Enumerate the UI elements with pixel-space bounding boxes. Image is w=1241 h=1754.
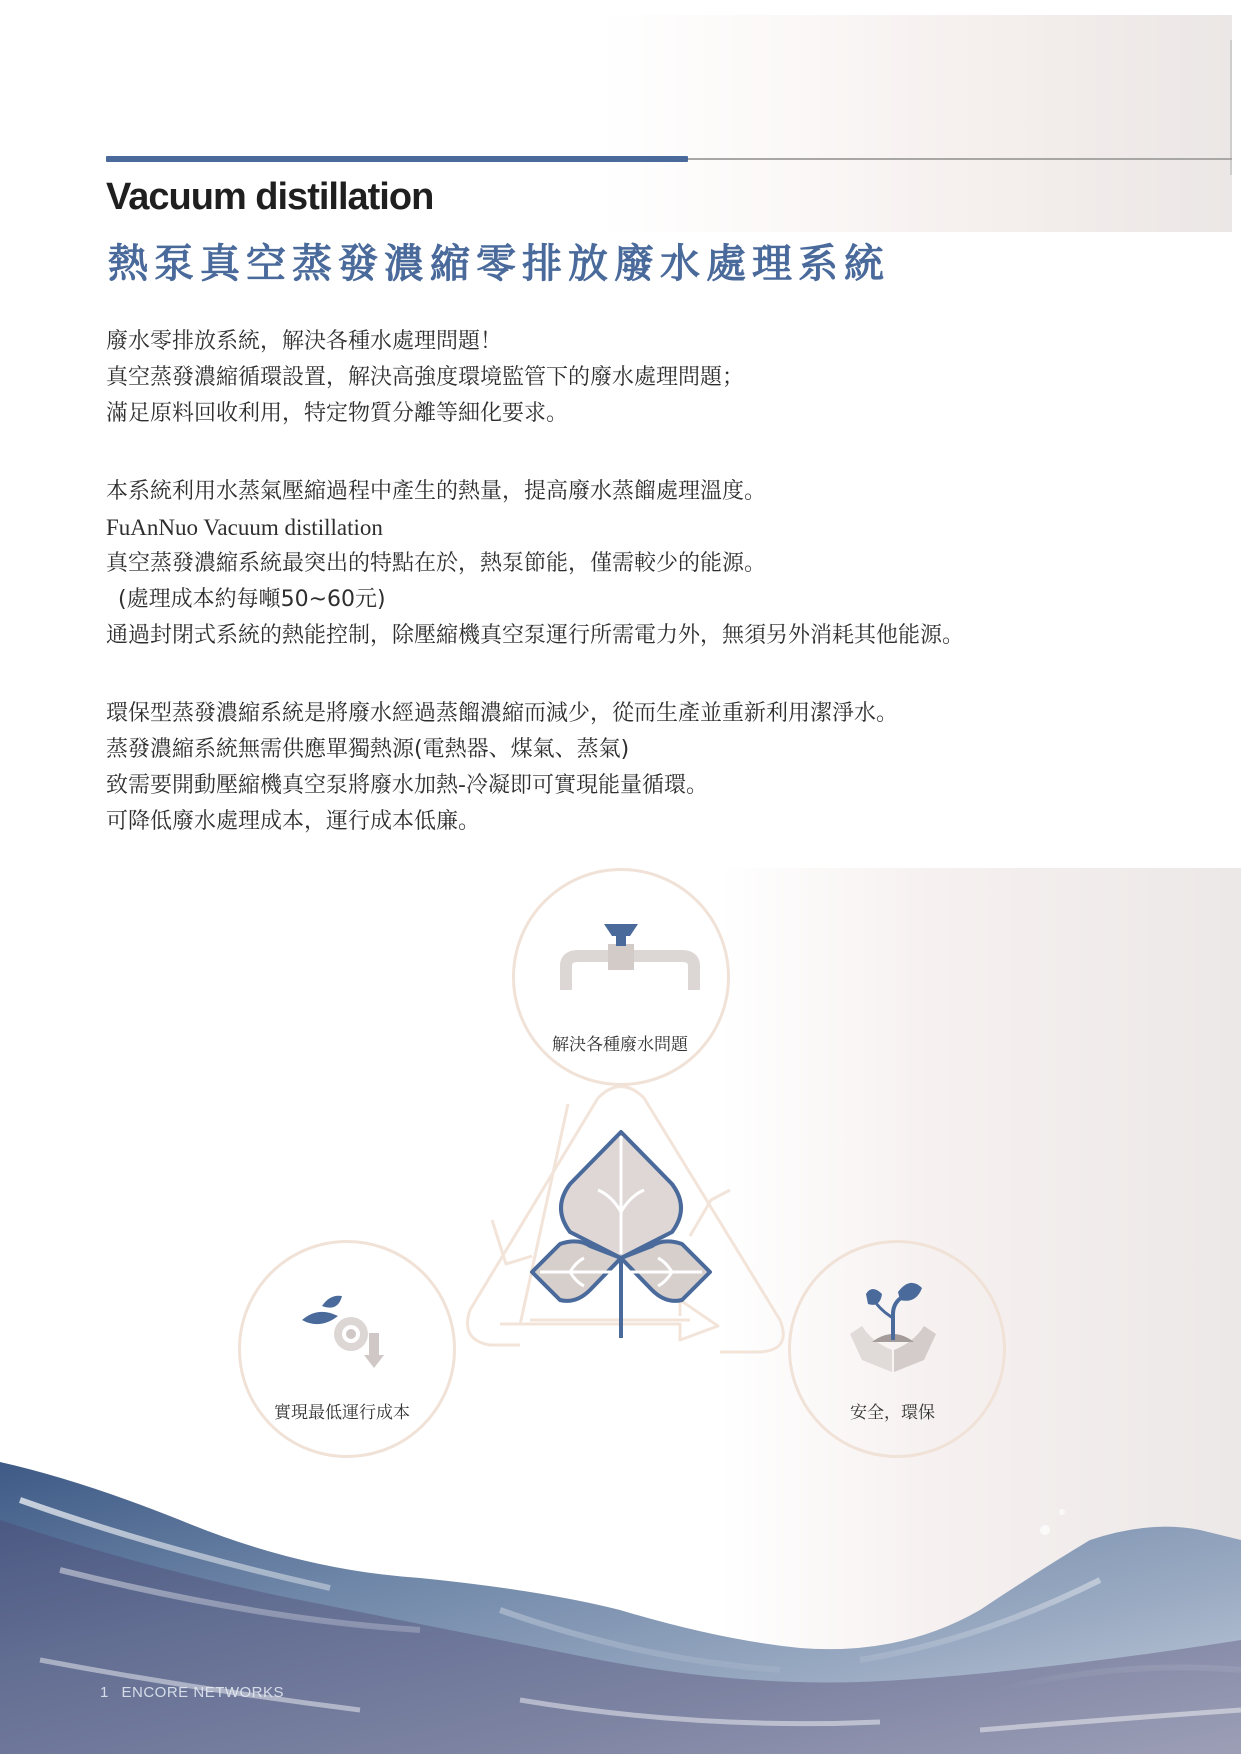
- cost-note: (處理成本約每噸50~60元): [118, 587, 386, 612]
- benefit-label-cost: 實現最低運行成本: [274, 1403, 410, 1423]
- benefit-circle-eco: [788, 1240, 1006, 1458]
- brand-line: FuAnNuo Vacuum distillation: [106, 515, 383, 540]
- header-rule-gray: [688, 158, 1232, 160]
- text-line: 本系統利用水蒸氣壓縮過程中產生的熱量，提高廢水蒸餾處理溫度。: [106, 479, 767, 504]
- company-name: ENCORE NETWORKS: [121, 1684, 285, 1701]
- text-line: 致需要開動壓縮機真空泵將廢水加熱-冷凝即可實現能量循環。: [106, 773, 708, 798]
- text-line: 可降低廢水處理成本，運行成本低廉。: [106, 809, 481, 834]
- heat-pump-paragraph: [106, 474, 964, 654]
- header-band-edge: [1230, 40, 1232, 175]
- page-number: 1: [100, 1684, 109, 1701]
- header-rule-accent: [106, 156, 688, 162]
- water-wave-image: [0, 1460, 1241, 1754]
- intro-paragraph: [106, 324, 744, 432]
- text-line: 環保型蒸發濃縮系統是將廢水經過蒸餾濃縮而減少，從而生產並重新利用潔淨水。: [106, 701, 899, 726]
- eco-paragraph: [106, 696, 898, 840]
- text-line: 通過封閉式系統的熱能控制，除壓縮機真空泵運行所需電力外，無須另外消耗其他能源。: [106, 623, 965, 648]
- benefit-circle-cost: [238, 1240, 456, 1458]
- benefit-label-wastewater: 解決各種廢水問題: [552, 1035, 688, 1055]
- header-gradient-band: [600, 15, 1232, 232]
- footer-company: [100, 1684, 284, 1701]
- text-line: 蒸發濃縮系統無需供應單獨熱源(電熱器、煤氣、蒸氣): [106, 737, 630, 762]
- page-title-chinese: 熱泵真空蒸發濃縮零排放廢水處理系統: [108, 241, 890, 287]
- text-line: 真空蒸發濃縮系統最突出的特點在於，熱泵節能，僅需較少的能源。: [106, 551, 767, 576]
- page-title-english: Vacuum distillation: [106, 176, 434, 218]
- benefit-label-eco: 安全，環保: [850, 1403, 935, 1423]
- text-line: 滿足原料回收利用，特定物質分離等細化要求。: [106, 401, 569, 426]
- text-line: 廢水零排放系統，解決各種水處理問題！: [106, 329, 503, 354]
- text-line: 真空蒸發濃縮循環設置，解決高強度環境監管下的廢水處理問題；: [106, 365, 745, 390]
